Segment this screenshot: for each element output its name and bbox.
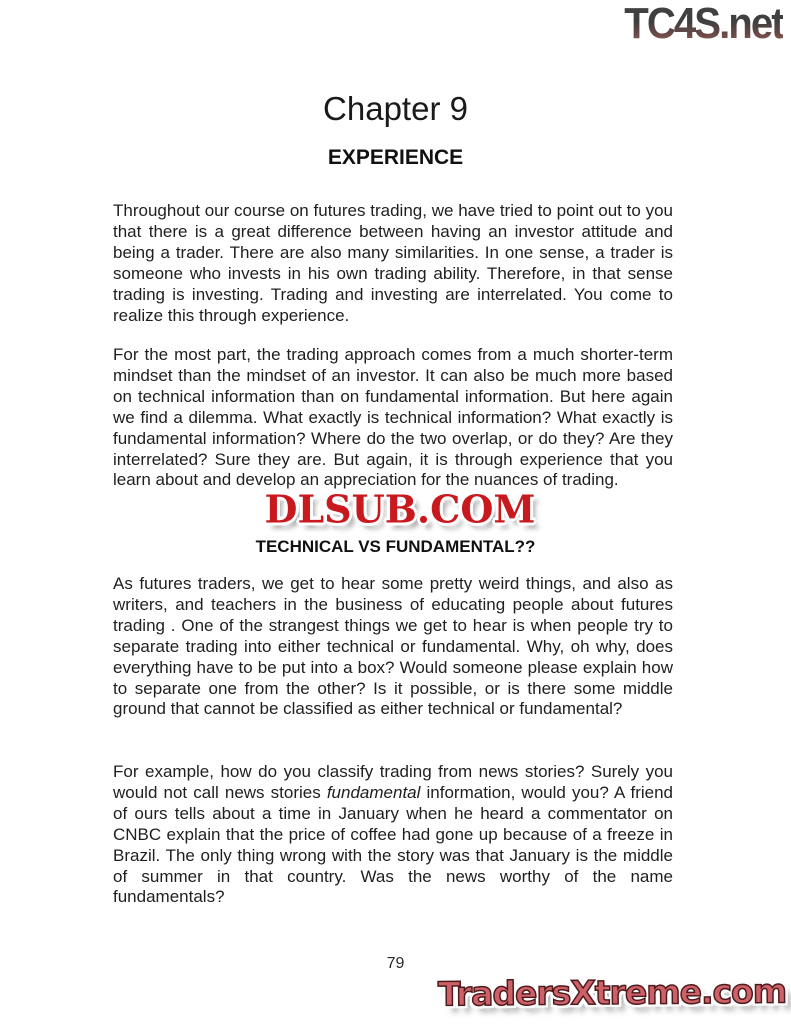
dlsub-watermark: DLSUB.COM xyxy=(264,485,536,532)
paragraph-1: Throughout our course on futures trading, we have tried to point out to you that there is a great difference between having an investor attitude and being a trader. There are also many similarities. In one sense, a trader is someone who invests in his own trading ability. Therefore, in that sense trading is investing. Trading and investing are interrelated. You come to realize this through experience. xyxy=(113,201,673,325)
page-number: 79 xyxy=(386,955,405,972)
paragraph-2: For the most part, the trading approach comes from a much shorter-term mindset than the mindset of an investor. It can also be much more based on technical information than on fundamental information. But here again we find a dilemma. What exactly is technical information? What exactly is fundamental information? Where do the two overlap, or do they? Are they interrelated? Sure they are. But again, it is through experience that you learn about and develop an appreciation for the nuances of trading. xyxy=(113,345,673,490)
tc4s-logo: TC4S.net xyxy=(624,0,783,48)
tradersxtreme-logo: TradersXtreme.com xyxy=(437,971,787,1014)
paragraph-4-italic-word: fundamental xyxy=(326,782,421,802)
section-heading-technical-vs-fundamental: TECHNICAL VS FUNDAMENTAL?? xyxy=(255,537,536,556)
chapter-title: Chapter 9 xyxy=(323,90,468,127)
paragraph-4-text-post: information, would you? A friend of ours tells about a time in January when he heard a commentator on CNBC explain that the price of coffee had gone up because of a freeze in Brazil. The only thing wrong with the story was that January is the middle of summer in that country. Was the news worthy of the name fundamentals? xyxy=(113,782,674,907)
paragraph-3: As futures traders, we get to hear some pretty weird things, and also as writers, and teachers in the business of educating people about futures trading . One of the strangest things we get to hear is when people try to separate trading into either technical or fundamental. Why, oh why, does everything have to be put into a box? Would someone please explain how to separate one from the other? Is it possible, or is there some middle ground that cannot be classified as either technical or fundamental? xyxy=(113,574,673,719)
paragraph-4 xyxy=(113,762,673,908)
chapter-subtitle: EXPERIENCE xyxy=(327,146,464,169)
paragraph-4-text-pre: For example, how do you classify trading from news stories? Surely you would not call news stories xyxy=(113,762,673,802)
